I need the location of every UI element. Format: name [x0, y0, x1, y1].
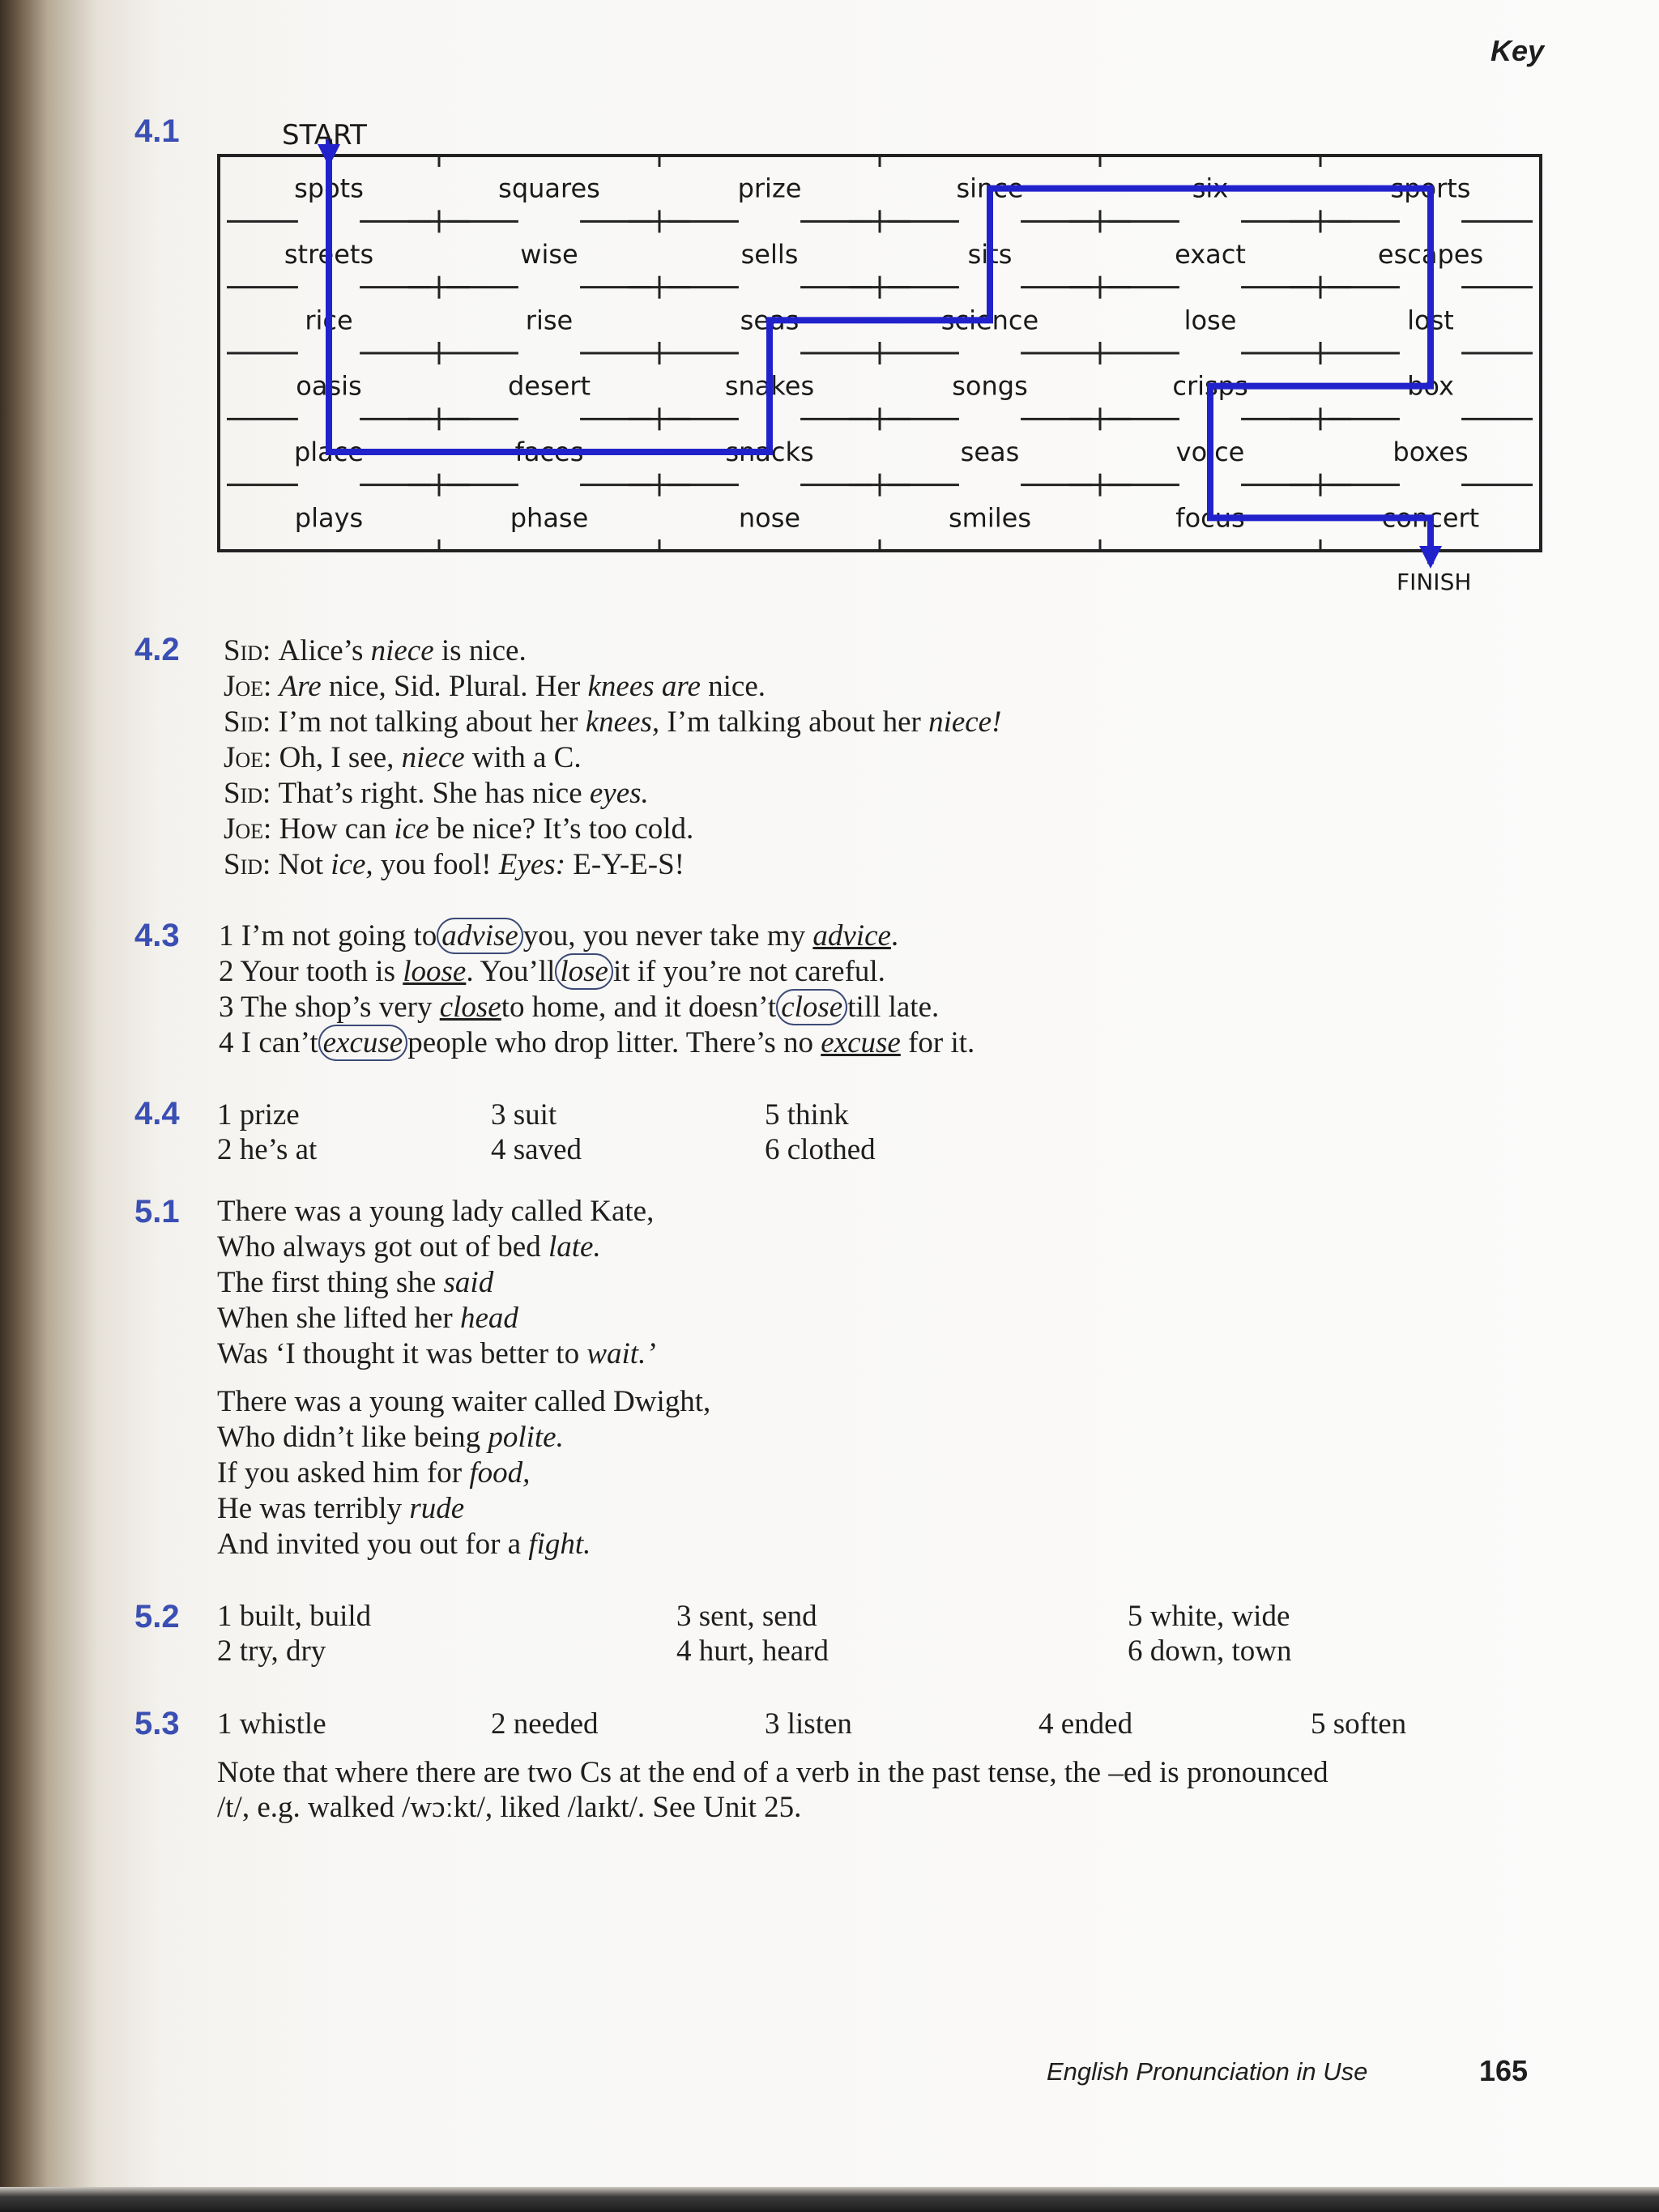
dialogue-word: C.	[553, 741, 582, 774]
dialogue-line	[224, 633, 527, 669]
sentence-number: 2	[219, 955, 241, 988]
sentence-text: for it.	[900, 1026, 975, 1059]
poem-line	[217, 1491, 464, 1527]
dialogue-word: has	[484, 777, 532, 810]
exercise-number-4-2: 4.2	[134, 632, 180, 667]
speaker: Sid:	[224, 634, 279, 667]
maze-word: focus	[1175, 502, 1245, 534]
maze-word: box	[1407, 370, 1454, 402]
dialogue-word: Oh,	[279, 741, 331, 774]
poem-text: When she lifted her	[217, 1302, 460, 1335]
maze-word: crisps	[1172, 370, 1248, 402]
dialogue-word: niece	[401, 741, 472, 774]
dialogue-word: Sid.	[394, 670, 449, 703]
poem-line	[217, 1336, 656, 1372]
poem-text: He was terribly	[217, 1492, 410, 1525]
maze-word: streets	[284, 239, 374, 270]
dialogue-word: about	[808, 705, 883, 739]
dialogue-word: Alice’s	[278, 634, 371, 667]
dialogue-word: be	[436, 812, 472, 846]
maze-word: nose	[738, 502, 801, 534]
poem-text: If you asked him for	[217, 1456, 470, 1490]
maze-word: songs	[952, 370, 1028, 402]
dialogue-word: Are	[279, 670, 329, 703]
dialogue-word: are	[661, 670, 709, 703]
answer-4-4-4: 4 saved	[491, 1133, 582, 1166]
poem-text: There was a young waiter called Dwight,	[217, 1385, 711, 1418]
maze-word: voice	[1175, 437, 1245, 467]
poem-rhyme-word: said	[443, 1266, 494, 1299]
maze-word: place	[293, 437, 365, 467]
answer-5-2-5: 5 white, wide	[1128, 1600, 1290, 1633]
exercise-number-5-1: 5.1	[134, 1194, 180, 1230]
sentence-text: Your tooth is	[240, 955, 403, 988]
answer-5-3-3: 3 listen	[765, 1707, 852, 1741]
dialogue-word: knees	[587, 670, 662, 703]
sentence	[219, 1025, 975, 1061]
maze-word: snacks	[725, 437, 814, 467]
exercise-number-5-2: 5.2	[134, 1599, 180, 1634]
answer-5-2-2: 2 try, dry	[217, 1634, 326, 1668]
exercise-number-4-4: 4.4	[134, 1096, 180, 1132]
dialogue-word: She	[432, 777, 485, 810]
dialogue-word: cold.	[634, 812, 694, 846]
dialogue-word: talking	[374, 705, 466, 739]
maze-word: since	[956, 173, 1024, 204]
dialogue-word: eyes.	[589, 777, 649, 810]
maze-word: sits	[967, 239, 1013, 270]
sentence-text: I’m not going to	[241, 919, 437, 953]
maze-word: lose	[1183, 305, 1237, 336]
underlined-noun: advice	[812, 919, 891, 953]
sentence-text: people who drop litter. There’s no	[407, 1026, 821, 1059]
sentence	[219, 918, 898, 954]
dialogue-line	[224, 812, 693, 847]
start-label: START	[282, 119, 367, 151]
poem-line	[217, 1420, 564, 1455]
dialogue-word: How	[279, 812, 345, 846]
maze-diagram	[0, 0, 1659, 616]
sentence-text: to home, and it doesn’t	[501, 991, 777, 1024]
poem-rhyme-word: fight.	[528, 1528, 591, 1561]
dialogue-word: can	[344, 812, 394, 846]
dialogue-word: right.	[360, 777, 433, 810]
maze-word: boxes	[1392, 437, 1469, 467]
poem-line	[217, 1230, 601, 1265]
dialogue-word: Not	[278, 848, 331, 881]
dialogue-word: not	[329, 705, 375, 739]
maze-word: seas	[960, 437, 1020, 467]
maze-word: plays	[294, 502, 364, 534]
dialogue-word: nice.	[468, 634, 527, 667]
poem-line	[217, 1265, 493, 1301]
speaker: Joe:	[224, 670, 279, 703]
maze-word: wise	[520, 239, 578, 270]
poem-text: Who always got out of bed	[217, 1230, 548, 1264]
dialogue-word: see,	[348, 741, 402, 774]
exercise-number-4-1: 4.1	[134, 113, 180, 149]
sentence-text: I can’t	[241, 1026, 318, 1059]
circled-verb: close	[776, 989, 847, 1025]
dialogue-word: ice	[394, 812, 437, 846]
answer-5-3-5: 5 soften	[1311, 1707, 1407, 1741]
maze-word: faces	[514, 437, 584, 467]
dialogue-line	[224, 705, 1001, 740]
maze-word: exact	[1175, 239, 1246, 270]
poem-rhyme-word: wait.’	[586, 1337, 656, 1370]
dialogue-word: fool!	[433, 848, 499, 881]
dialogue-word: her	[539, 705, 586, 739]
answer-4-4-3: 3 suit	[491, 1098, 557, 1132]
sentence-text: .	[890, 919, 899, 953]
circled-verb: lose	[555, 953, 613, 990]
poem-line	[217, 1384, 710, 1420]
poem-line	[217, 1527, 591, 1562]
sentence-text: you, you never take my	[522, 919, 813, 953]
maze-word: six	[1192, 173, 1229, 204]
dialogue-word: a	[532, 741, 554, 774]
sentence	[219, 954, 885, 990]
poem-rhyme-word: polite.	[488, 1421, 564, 1454]
answer-4-4-1: 1 prize	[217, 1098, 300, 1132]
dialogue-line	[224, 740, 582, 776]
sentence-number: 1	[219, 919, 241, 953]
dialogue-word: Eyes:	[498, 848, 574, 881]
dialogue-line	[224, 847, 684, 883]
answer-4-4-2: 2 he’s at	[217, 1133, 318, 1166]
sentence	[219, 990, 939, 1025]
underlined-word: loose	[403, 955, 467, 988]
sentence-text: till late.	[847, 991, 940, 1024]
answer-5-2-4: 4 hurt, heard	[676, 1634, 830, 1668]
maze-word: seas	[740, 305, 800, 336]
dialogue-line	[224, 776, 649, 812]
sentence-text: it if you’re not careful.	[612, 955, 885, 988]
page-number: 165	[1479, 2054, 1529, 2087]
sentence-text: . You’ll	[466, 955, 556, 988]
maze-word: rice	[305, 305, 353, 336]
dialogue-word: her	[882, 705, 929, 739]
dialogue-word: I’m	[278, 705, 330, 739]
footer-book-title: English Pronunciation in Use	[1047, 2057, 1368, 2086]
note-line-2: /t/, e.g. walked /wɔːkt/, liked /laɪkt/. See Unit 25.	[217, 1791, 802, 1824]
speaker: Sid:	[224, 777, 279, 810]
maze-word: escapes	[1377, 239, 1484, 270]
poem-text: There was a young lady called Kate,	[217, 1195, 655, 1228]
note-line-1: Note that where there are two Cs at the end of a verb in the past tense, the –ed is pronounced	[217, 1756, 1328, 1789]
maze-word: science	[940, 305, 1039, 336]
maze-word: concert	[1381, 502, 1480, 534]
speaker: Joe:	[224, 812, 279, 846]
maze-word: spots	[294, 173, 364, 204]
dialogue-word: ice,	[331, 848, 381, 881]
maze-word: phase	[510, 502, 589, 534]
answer-5-2-1: 1 built, build	[217, 1600, 372, 1633]
speaker: Sid:	[224, 848, 279, 881]
running-head: Key	[1491, 34, 1545, 67]
maze-word: prize	[737, 173, 802, 204]
finish-label: FINISH	[1397, 569, 1472, 595]
dialogue-word: you	[380, 848, 433, 881]
answer-5-3-1: 1 whistle	[217, 1707, 326, 1741]
poem-line	[217, 1194, 654, 1230]
maze-word: squares	[498, 173, 600, 204]
poem-rhyme-word: head	[460, 1302, 518, 1335]
underlined-word: close	[439, 991, 501, 1024]
poem-text: Was ‘I thought it was better to	[217, 1337, 587, 1370]
poem-text: And invited you out for a	[217, 1528, 529, 1561]
dialogue-word: nice.	[708, 670, 766, 703]
sentence-number: 4	[219, 1026, 241, 1059]
dialogue-word: nice	[532, 777, 590, 810]
poem-rhyme-word: late.	[548, 1230, 601, 1264]
poem-text: The first thing she	[217, 1266, 444, 1299]
dialogue-word: niece	[370, 634, 441, 667]
exercise-number-4-3: 4.3	[134, 918, 180, 953]
dialogue-word: nice?	[471, 812, 544, 846]
answer-5-2-6: 6 down, town	[1128, 1634, 1292, 1668]
answer-5-2-3: 3 sent, send	[676, 1600, 817, 1633]
answer-4-4-6: 6 clothed	[765, 1133, 876, 1166]
maze-word: oasis	[296, 370, 362, 402]
dialogue-word: nice,	[328, 670, 394, 703]
maze-word: snakes	[724, 370, 815, 402]
dialogue-word: I’m	[667, 705, 719, 739]
dialogue-word: It’s	[543, 812, 589, 846]
dialogue-word: niece!	[928, 705, 1002, 739]
speaker: Sid:	[224, 705, 279, 739]
dialogue-word: about	[465, 705, 540, 739]
sentence-text: The shop’s very	[241, 991, 440, 1024]
dialogue-word: Her	[535, 670, 588, 703]
dialogue-word: with	[471, 741, 533, 774]
answer-5-3-4: 4 ended	[1038, 1707, 1133, 1741]
poem-line	[217, 1301, 518, 1336]
maze-word: lost	[1407, 305, 1454, 336]
poem-rhyme-word: food,	[469, 1456, 531, 1490]
page-bottom-edge	[0, 2187, 1659, 2212]
maze-word: sports	[1390, 173, 1471, 204]
underlined-noun: excuse	[821, 1026, 901, 1059]
dialogue-word: I	[331, 741, 348, 774]
dialogue-word: E-Y-E-S!	[573, 848, 684, 881]
maze-word: sells	[740, 239, 799, 270]
circled-verb: excuse	[318, 1025, 408, 1061]
poem-line	[217, 1455, 530, 1491]
maze-word: smiles	[949, 502, 1031, 534]
sentence-number: 3	[219, 991, 241, 1024]
dialogue-word: is	[441, 634, 469, 667]
answer-4-4-5: 5 think	[765, 1098, 849, 1132]
finish-arrow-icon	[1419, 546, 1442, 569]
poem-rhyme-word: rude	[409, 1492, 465, 1525]
answer-5-3-2: 2 needed	[491, 1707, 599, 1741]
dialogue-word: That’s	[278, 777, 361, 810]
dialogue-line	[224, 669, 766, 705]
speaker: Joe:	[224, 741, 279, 774]
dialogue-word: Plural.	[448, 670, 535, 703]
circled-verb: advise	[437, 918, 523, 954]
dialogue-word: too	[588, 812, 635, 846]
exercise-number-5-3: 5.3	[134, 1706, 180, 1741]
dialogue-word: knees,	[585, 705, 667, 739]
dialogue-word: talking	[718, 705, 809, 739]
maze-word: desert	[507, 370, 591, 402]
poem-text: Who didn’t like being	[217, 1421, 488, 1454]
maze-word: rise	[525, 305, 574, 336]
